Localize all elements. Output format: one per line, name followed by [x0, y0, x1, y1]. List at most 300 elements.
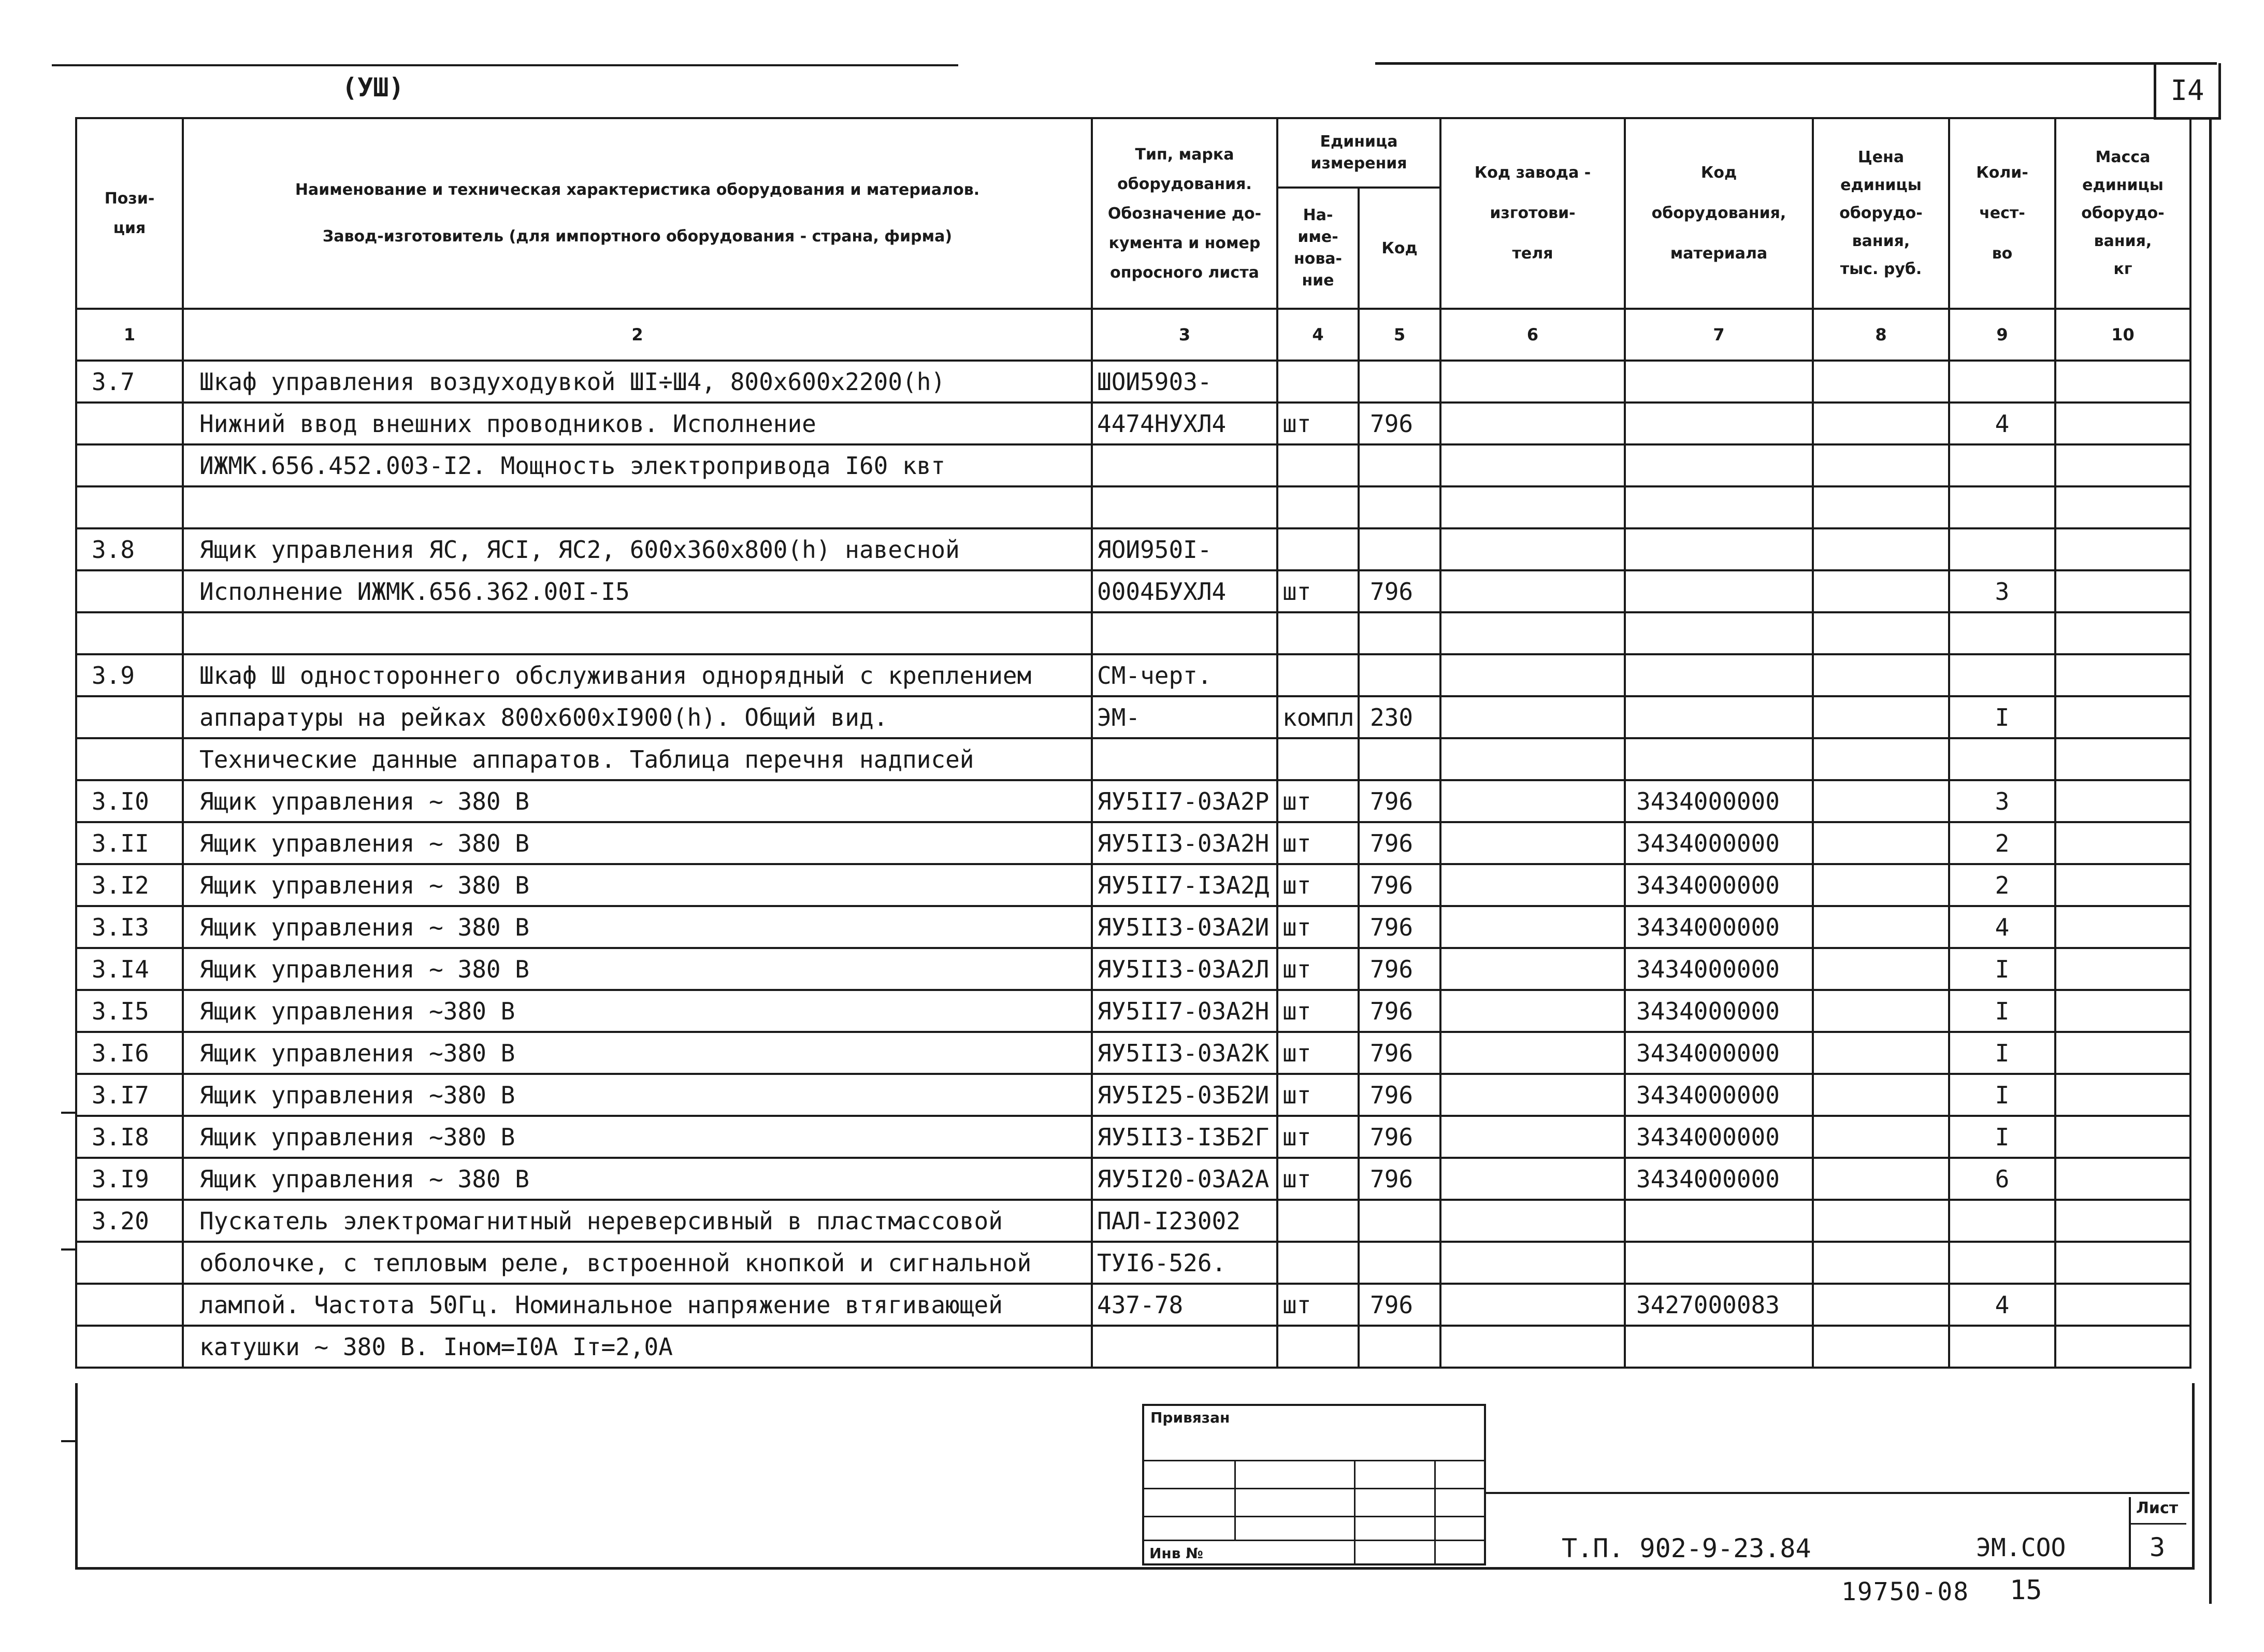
cell-code: [1625, 361, 1813, 403]
table-row: [76, 403, 2190, 444]
cell-type: ПАЛ-I23002: [1092, 1200, 1277, 1242]
cell-name: Технические данные аппаратов. Таблица перечня надписей: [183, 738, 1092, 780]
cell-type: [1092, 444, 1277, 486]
cell-unit-code: 796: [1359, 570, 1440, 612]
table-row: [76, 906, 2190, 948]
cell-mass: [2055, 738, 2190, 780]
cell-unit: шт: [1277, 403, 1359, 444]
cell-pos: 3.I3: [76, 906, 183, 948]
cell-name: катушки ~ 380 В. Iном=I0А Iт=2,0А: [183, 1326, 1092, 1368]
cell-name: Пускатель электромагнитный нереверсивный в пластмассовой: [183, 1200, 1092, 1242]
cell-unit: [1277, 654, 1359, 696]
cell-type: 0004БУХЛ4: [1092, 570, 1277, 612]
cell-price: [1813, 486, 1949, 528]
cell-unit-code: 796: [1359, 403, 1440, 444]
cell-unit: шт: [1277, 948, 1359, 990]
cell-code: [1625, 612, 1813, 654]
cell-pos: [76, 403, 183, 444]
col-header-mass: Масса единицы оборудо- вания, кг: [2055, 118, 2190, 309]
table-row: [76, 528, 2190, 570]
cell-mass: [2055, 361, 2190, 403]
col-header-unit-name: На- име- нова- ние: [1277, 188, 1359, 309]
cell-type: [1092, 486, 1277, 528]
cell-plant: [1440, 1200, 1625, 1242]
cell-pos: [76, 738, 183, 780]
table-row: [76, 1284, 2190, 1326]
cell-name: Ящик управления ~ 380 В: [183, 906, 1092, 948]
cell-pos: 3.I0: [76, 780, 183, 822]
cell-qty: [1949, 1200, 2055, 1242]
cell-mass: [2055, 948, 2190, 990]
cell-code: 3434000000: [1625, 948, 1813, 990]
table-row: [76, 1158, 2190, 1200]
cell-plant: [1440, 570, 1625, 612]
column-number: 10: [2055, 309, 2190, 361]
cell-type: [1092, 1326, 1277, 1368]
cell-price: [1813, 1032, 1949, 1074]
cell-qty: [1949, 486, 2055, 528]
cell-mass: [2055, 1284, 2190, 1326]
table-row: [76, 361, 2190, 403]
cell-code: 3434000000: [1625, 780, 1813, 822]
cell-plant: [1440, 990, 1625, 1032]
sheet-number: 3: [2150, 1532, 2166, 1562]
cell-price: [1813, 612, 1949, 654]
page-number: I4: [2154, 63, 2221, 120]
cell-mass: [2055, 990, 2190, 1032]
cell-name: оболочке, с тепловым реле, встроенной кнопкой и сигнальной: [183, 1242, 1092, 1284]
cell-code: 3434000000: [1625, 1116, 1813, 1158]
cell-price: [1813, 864, 1949, 906]
table-row: [76, 1326, 2190, 1368]
cell-price: [1813, 403, 1949, 444]
cell-code: [1625, 1326, 1813, 1368]
cell-code: [1625, 1242, 1813, 1284]
cell-plant: [1440, 780, 1625, 822]
cell-plant: [1440, 1116, 1625, 1158]
col-header-name: Наименование и техническая характеристика оборудования и материалов. Завод-изготовитель (для импортного оборудования - страна, фирма): [183, 118, 1092, 309]
cell-name: Шкаф Ш одностороннего обслуживания однорядный с креплением: [183, 654, 1092, 696]
cell-mass: [2055, 1242, 2190, 1284]
cell-type: ЯУ5II3-I3Б2Г: [1092, 1116, 1277, 1158]
specification-table: [75, 117, 2191, 1369]
cell-qty: [1949, 361, 2055, 403]
sheet-section: (УШ): [342, 73, 405, 103]
column-number: 2: [183, 309, 1092, 361]
cell-pos: 3.I6: [76, 1032, 183, 1074]
cell-plant: [1440, 738, 1625, 780]
cell-code: 3434000000: [1625, 822, 1813, 864]
cell-code: [1625, 528, 1813, 570]
cell-code: 3434000000: [1625, 1158, 1813, 1200]
document-mark: ЭМ.СОО: [1976, 1533, 2066, 1562]
cell-type: ШОИ5903-: [1092, 361, 1277, 403]
cell-type: ЯУ5II3-03А2И: [1092, 906, 1277, 948]
cell-plant: [1440, 1242, 1625, 1284]
cell-type: ЯУ5II7-03А2Н: [1092, 990, 1277, 1032]
cell-name: Нижний ввод внешних проводников. Исполнение: [183, 403, 1092, 444]
cell-unit: шт: [1277, 1284, 1359, 1326]
cell-unit-code: [1359, 361, 1440, 403]
cell-pos: [76, 570, 183, 612]
cell-name: аппаратуры на рейках 800х600хI900(h). Общий вид.: [183, 696, 1092, 738]
cell-code: [1625, 486, 1813, 528]
cell-qty: I: [1949, 1032, 2055, 1074]
cell-price: [1813, 1242, 1949, 1284]
cell-name: Ящик управления ~ 380 В: [183, 780, 1092, 822]
cell-mass: [2055, 528, 2190, 570]
cell-name: Ящик управления ~380 В: [183, 990, 1092, 1032]
cell-unit-code: [1359, 444, 1440, 486]
cell-plant: [1440, 906, 1625, 948]
cell-plant: [1440, 403, 1625, 444]
table-body: [76, 309, 2190, 1368]
cell-price: [1813, 1158, 1949, 1200]
col-header-type: Тип, марка оборудования. Обозначение до- кумента и номер опросного листа: [1092, 118, 1277, 309]
cell-price: [1813, 1326, 1949, 1368]
cell-plant: [1440, 528, 1625, 570]
cell-qty: 3: [1949, 570, 2055, 612]
cell-price: [1813, 570, 1949, 612]
col-header-unit-group: Единица измерения: [1277, 118, 1440, 188]
cell-mass: [2055, 864, 2190, 906]
cell-type: ЯУ5II3-03А2Н: [1092, 822, 1277, 864]
cell-mass: [2055, 1074, 2190, 1116]
cell-mass: [2055, 1326, 2190, 1368]
cell-unit: [1277, 361, 1359, 403]
cell-unit-code: 796: [1359, 780, 1440, 822]
cell-plant: [1440, 1326, 1625, 1368]
column-number: 8: [1813, 309, 1949, 361]
cell-qty: I: [1949, 990, 2055, 1032]
cell-pos: [76, 696, 183, 738]
table-footer-area: [75, 1383, 2195, 1570]
right-frame-line: [2209, 117, 2212, 1604]
cell-type: ЯУ5II7-I3А2Д: [1092, 864, 1277, 906]
cell-type: ЯУ5I20-03А2А: [1092, 1158, 1277, 1200]
column-number: 6: [1440, 309, 1625, 361]
cell-code: 3427000083: [1625, 1284, 1813, 1326]
cell-code: [1625, 654, 1813, 696]
cell-price: [1813, 1200, 1949, 1242]
cell-qty: [1949, 612, 2055, 654]
table-row: [76, 1200, 2190, 1242]
column-number: 1: [76, 309, 183, 361]
cell-price: [1813, 1284, 1949, 1326]
cell-qty: [1949, 528, 2055, 570]
cell-unit-code: 796: [1359, 1074, 1440, 1116]
cell-name: Ящик управления ЯС, ЯСI, ЯС2, 600х360х800(h) навесной: [183, 528, 1092, 570]
cell-qty: 2: [1949, 864, 2055, 906]
cell-type: [1092, 612, 1277, 654]
cell-pos: 3.I4: [76, 948, 183, 990]
col-header-plant-code: Код завода - изготови- теля: [1440, 118, 1625, 309]
cell-type: ЭМ-: [1092, 696, 1277, 738]
cell-price: [1813, 1074, 1949, 1116]
cell-price: [1813, 696, 1949, 738]
margin-tick: [61, 1248, 77, 1251]
cell-pos: [76, 486, 183, 528]
cell-code: 3434000000: [1625, 906, 1813, 948]
cell-name: [183, 612, 1092, 654]
cell-type: 4474НУХЛ4: [1092, 403, 1277, 444]
cell-name: Ящик управления ~380 В: [183, 1074, 1092, 1116]
cell-type: [1092, 738, 1277, 780]
cell-pos: 3.20: [76, 1200, 183, 1242]
cell-qty: I: [1949, 1116, 2055, 1158]
cell-qty: 2: [1949, 822, 2055, 864]
cell-mass: [2055, 906, 2190, 948]
cell-type: ЯУ5II3-03А2Л: [1092, 948, 1277, 990]
cell-pos: 3.I5: [76, 990, 183, 1032]
cell-pos: 3.I2: [76, 864, 183, 906]
cell-code: 3434000000: [1625, 1074, 1813, 1116]
column-number-row: [76, 309, 2190, 361]
col-header-position: Пози- ция: [76, 118, 183, 309]
cell-plant: [1440, 1074, 1625, 1116]
cell-mass: [2055, 696, 2190, 738]
cell-qty: 4: [1949, 1284, 2055, 1326]
title-block-rule: [1486, 1492, 2189, 1494]
column-number: 9: [1949, 309, 2055, 361]
cell-mass: [2055, 654, 2190, 696]
table-row: [76, 444, 2190, 486]
cell-unit-code: 796: [1359, 822, 1440, 864]
cell-unit: шт: [1277, 822, 1359, 864]
cell-name: Ящик управления ~ 380 В: [183, 1158, 1092, 1200]
cell-qty: I: [1949, 696, 2055, 738]
cell-type: СМ-черт.: [1092, 654, 1277, 696]
cell-unit: [1277, 612, 1359, 654]
cell-type: ЯУ5II7-03А2Р: [1092, 780, 1277, 822]
cell-qty: [1949, 1242, 2055, 1284]
table-row: [76, 822, 2190, 864]
table-row: [76, 696, 2190, 738]
cell-pos: [76, 1284, 183, 1326]
cell-type: ТУI6-526.: [1092, 1242, 1277, 1284]
cell-mass: [2055, 780, 2190, 822]
cell-qty: 6: [1949, 1158, 2055, 1200]
stamp-line: [1434, 1460, 1436, 1565]
cell-mass: [2055, 1116, 2190, 1158]
cell-unit-code: 796: [1359, 906, 1440, 948]
cell-mass: [2055, 486, 2190, 528]
cell-plant: [1440, 486, 1625, 528]
cell-qty: I: [1949, 1074, 2055, 1116]
cell-name: Шкаф управления воздуходувкой ШI÷Ш4, 800х600х2200(h): [183, 361, 1092, 403]
cell-price: [1813, 361, 1949, 403]
cell-price: [1813, 1116, 1949, 1158]
cell-pos: [76, 444, 183, 486]
cell-unit: шт: [1277, 906, 1359, 948]
stamp-line: [1144, 1540, 1484, 1541]
cell-unit: шт: [1277, 780, 1359, 822]
cell-plant: [1440, 696, 1625, 738]
cell-code: [1625, 403, 1813, 444]
header-row: [76, 118, 2190, 188]
cell-pos: 3.I7: [76, 1074, 183, 1116]
sheet-box-line: [2131, 1523, 2186, 1525]
top-rule-left: [52, 64, 958, 66]
document-code: Т.П. 902-9-23.84: [1562, 1533, 1811, 1563]
linked-label: Привязан: [1150, 1409, 1230, 1426]
cell-mass: [2055, 822, 2190, 864]
cell-price: [1813, 528, 1949, 570]
margin-tick: [61, 1440, 77, 1442]
cell-unit-code: [1359, 738, 1440, 780]
cell-unit-code: 796: [1359, 1116, 1440, 1158]
cell-pos: 3.9: [76, 654, 183, 696]
cell-plant: [1440, 948, 1625, 990]
table-row: [76, 948, 2190, 990]
cell-price: [1813, 990, 1949, 1032]
cell-mass: [2055, 1158, 2190, 1200]
cell-unit-code: [1359, 1200, 1440, 1242]
cell-unit: [1277, 1326, 1359, 1368]
cell-plant: [1440, 654, 1625, 696]
cell-unit: шт: [1277, 1074, 1359, 1116]
cell-unit: шт: [1277, 570, 1359, 612]
cell-unit-code: 796: [1359, 1032, 1440, 1074]
cell-unit: [1277, 1200, 1359, 1242]
cell-pos: 3.7: [76, 361, 183, 403]
cell-unit: шт: [1277, 1158, 1359, 1200]
cell-qty: 4: [1949, 906, 2055, 948]
table-row: [76, 570, 2190, 612]
cell-mass: [2055, 403, 2190, 444]
cell-pos: 3.8: [76, 528, 183, 570]
cell-name: Ящик управления ~380 В: [183, 1032, 1092, 1074]
cell-qty: 4: [1949, 403, 2055, 444]
cell-type: ЯУ5II3-03А2К: [1092, 1032, 1277, 1074]
cell-unit-code: [1359, 486, 1440, 528]
cell-plant: [1440, 1032, 1625, 1074]
stamp-line: [1234, 1460, 1236, 1540]
table-row: [76, 990, 2190, 1032]
inventory-number: 19750-08: [1841, 1577, 1970, 1606]
table-row: [76, 654, 2190, 696]
margin-tick: [61, 1112, 77, 1114]
cell-price: [1813, 822, 1949, 864]
cell-name: Ящик управления ~ 380 В: [183, 864, 1092, 906]
cell-unit: компл: [1277, 696, 1359, 738]
sheet-label: Лист: [2136, 1499, 2179, 1517]
cell-pos: 3.II: [76, 822, 183, 864]
cell-name: Ящик управления ~ 380 В: [183, 822, 1092, 864]
cell-type: 437-78: [1092, 1284, 1277, 1326]
inventory-sheet: 15: [2010, 1575, 2042, 1606]
cell-unit-code: [1359, 612, 1440, 654]
column-number: 4: [1277, 309, 1359, 361]
table-row: [76, 1032, 2190, 1074]
column-number: 7: [1625, 309, 1813, 361]
inventory-label: Инв №: [1149, 1545, 1203, 1562]
sheet-box: [2129, 1497, 2186, 1567]
cell-pos: 3.I9: [76, 1158, 183, 1200]
cell-unit-code: [1359, 528, 1440, 570]
table-row: [76, 738, 2190, 780]
cell-code: [1625, 696, 1813, 738]
cell-plant: [1440, 822, 1625, 864]
cell-pos: [76, 1326, 183, 1368]
cell-pos: 3.I8: [76, 1116, 183, 1158]
linkage-stamp: [1142, 1404, 1486, 1565]
cell-pos: [76, 1242, 183, 1284]
cell-unit-code: 796: [1359, 1284, 1440, 1326]
cell-unit-code: 796: [1359, 1158, 1440, 1200]
table-row: [76, 1116, 2190, 1158]
stamp-line: [1144, 1460, 1484, 1461]
cell-plant: [1440, 444, 1625, 486]
cell-mass: [2055, 444, 2190, 486]
stamp-line: [1354, 1460, 1355, 1565]
table-row: [76, 864, 2190, 906]
cell-code: 3434000000: [1625, 864, 1813, 906]
cell-price: [1813, 948, 1949, 990]
cell-unit-code: 796: [1359, 990, 1440, 1032]
cell-plant: [1440, 612, 1625, 654]
cell-mass: [2055, 1200, 2190, 1242]
cell-name: Исполнение ИЖМК.656.362.00I-I5: [183, 570, 1092, 612]
cell-name: Ящик управления ~ 380 В: [183, 948, 1092, 990]
cell-unit: [1277, 486, 1359, 528]
column-number: 5: [1359, 309, 1440, 361]
cell-qty: [1949, 1326, 2055, 1368]
col-header-unit-code: Код: [1359, 188, 1440, 309]
cell-unit-code: [1359, 654, 1440, 696]
cell-unit: [1277, 528, 1359, 570]
cell-mass: [2055, 570, 2190, 612]
top-rule-right: [1375, 62, 2217, 65]
cell-qty: [1949, 738, 2055, 780]
cell-qty: [1949, 654, 2055, 696]
cell-price: [1813, 906, 1949, 948]
cell-code: [1625, 570, 1813, 612]
cell-plant: [1440, 1284, 1625, 1326]
table-row: [76, 612, 2190, 654]
cell-unit: шт: [1277, 1116, 1359, 1158]
table-row: [76, 1242, 2190, 1284]
stamp-line: [1144, 1488, 1484, 1489]
cell-code: [1625, 444, 1813, 486]
table-row: [76, 486, 2190, 528]
cell-mass: [2055, 1032, 2190, 1074]
cell-code: 3434000000: [1625, 990, 1813, 1032]
table-row: [76, 1074, 2190, 1116]
cell-price: [1813, 444, 1949, 486]
column-number: 3: [1092, 309, 1277, 361]
cell-pos: [76, 612, 183, 654]
cell-unit-code: [1359, 1242, 1440, 1284]
cell-mass: [2055, 612, 2190, 654]
cell-type: ЯУ5I25-03Б2И: [1092, 1074, 1277, 1116]
cell-unit: шт: [1277, 990, 1359, 1032]
col-header-price: Цена единицы оборудо- вания, тыс. руб.: [1813, 118, 1949, 309]
cell-unit-code: 796: [1359, 948, 1440, 990]
table-row: [76, 780, 2190, 822]
col-header-quantity: Коли- чест- во: [1949, 118, 2055, 309]
cell-unit: шт: [1277, 864, 1359, 906]
cell-unit-code: [1359, 1326, 1440, 1368]
cell-plant: [1440, 864, 1625, 906]
col-header-equipment-code: Код оборудования, материала: [1625, 118, 1813, 309]
cell-code: [1625, 1200, 1813, 1242]
cell-plant: [1440, 361, 1625, 403]
cell-unit-code: 796: [1359, 864, 1440, 906]
cell-code: 3434000000: [1625, 1032, 1813, 1074]
cell-price: [1813, 654, 1949, 696]
cell-name: лампой. Частота 50Гц. Номинальное напряжение втягивающей: [183, 1284, 1092, 1326]
